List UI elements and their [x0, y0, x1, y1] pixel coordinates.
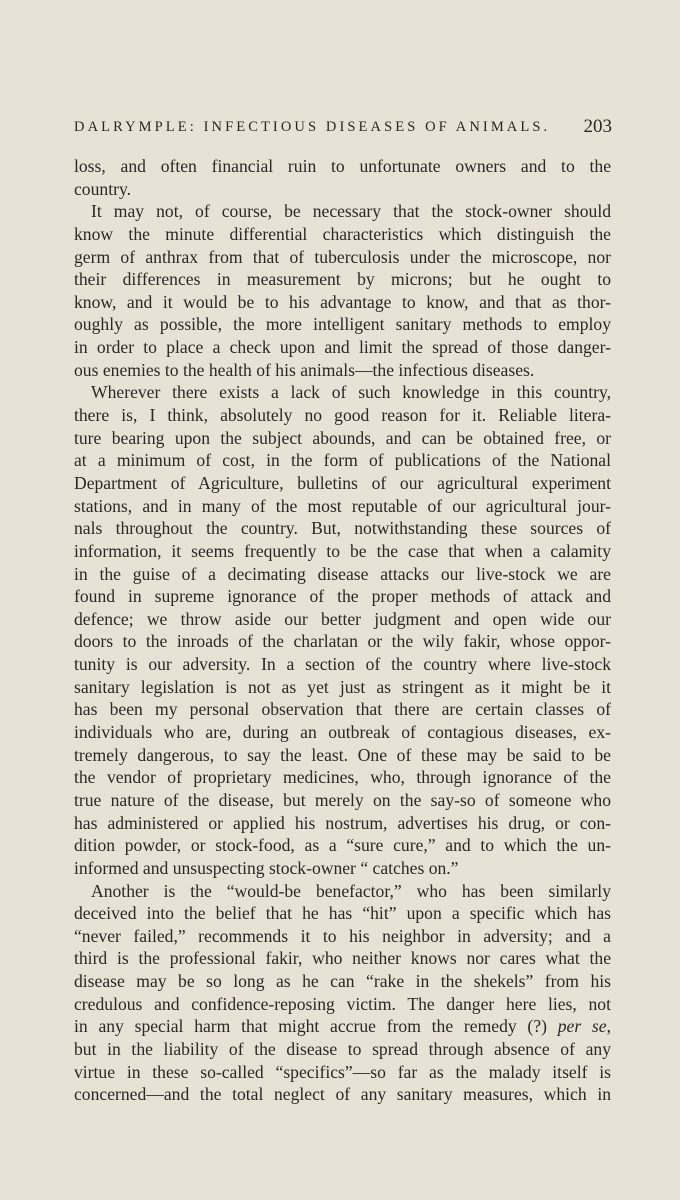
text-line: in the guise of a decimating disease attacks our live-stock we are — [74, 563, 611, 584]
text-line: sanitary legislation is not as yet just as stringent as it might be it — [74, 676, 611, 697]
text-line: but in the liability of the disease to spread through absence of any — [74, 1038, 611, 1059]
text-line: virtue in these so-called “specifics”—so far as the malady itself is — [74, 1061, 611, 1082]
text-line: “never failed,” recommends it to his neighbor in adversity; and a — [74, 925, 611, 946]
text-line: in order to place a check upon and limit the spread of those danger- — [74, 337, 611, 358]
text-line: true nature of the disease, but merely on the say-so of someone who — [74, 789, 611, 810]
text-line: germ of anthrax from that of tuberculosis under the microscope, nor — [74, 246, 611, 267]
text-line: Wherever there exists a lack of such knowledge in this country, — [91, 382, 611, 403]
text-line: oughly as possible, the more intelligent sanitary methods to employ — [74, 314, 611, 335]
text-line: stations, and in many of the most reputable of our agricultural jour- — [74, 495, 611, 516]
text-line: country. — [74, 178, 131, 199]
text-line: Another is the “would-be benefactor,” who has been similarly — [91, 880, 611, 901]
body-text — [74, 155, 611, 1106]
text-line: deceived into the belief that he has “hit” upon a specific which has — [74, 903, 611, 924]
text-line: their differences in measurement by microns; but he ought to — [74, 269, 611, 290]
text-line: concerned—and the total neglect of any sanitary measures, which in — [74, 1084, 611, 1105]
text-line: information, it seems frequently to be the case that when a calamity — [74, 540, 611, 561]
text-line: there is, I think, absolutely no good reason for it. Reliable litera- — [74, 405, 611, 426]
paragraph — [74, 381, 611, 879]
paragraph — [74, 200, 611, 381]
text-line: the vendor of proprietary medicines, who, through ignorance of the — [74, 767, 611, 788]
text-line: has been my personal observation that there are certain classes of — [74, 699, 611, 720]
text-line: has administered or applied his nostrum, advertises his drug, or con- — [74, 812, 611, 833]
text-line: ous enemies to the health of his animals—the infectious diseases. — [74, 359, 535, 380]
text-line: loss, and often financial ruin to unfortunate owners and to the — [74, 156, 611, 176]
running-head: DALRYMPLE: INFECTIOUS DISEASES OF ANIMALS. — [74, 119, 551, 135]
text-line: at a minimum of cost, in the form of publications of the National — [74, 450, 611, 471]
text-line: dition powder, or stock-food, as a “sure cure,” and to which the un- — [74, 835, 611, 856]
text-line: tunity is our adversity. In a section of the country where live-stock — [74, 654, 611, 675]
text-line: in any special harm that might accrue from the remedy (?) per se, — [74, 1016, 611, 1037]
page-number: 203 — [583, 116, 612, 137]
text-line: know, and it would be to his advantage to know, and that as thor- — [74, 291, 611, 312]
text-line: nals throughout the country. But, notwithstanding these sources of — [74, 518, 611, 539]
page-header — [74, 116, 614, 142]
text-line: found in supreme ignorance of the proper methods of attack and — [74, 586, 611, 607]
text-line: informed and unsuspecting stock-owner “ catches on.” — [74, 857, 459, 878]
text-line: Department of Agriculture, bulletins of our agricultural experiment — [74, 472, 611, 493]
text-line: individuals who are, during an outbreak of contagious diseases, ex- — [74, 722, 611, 743]
text-line: doors to the inroads of the charlatan or the wily fakir, whose oppor- — [74, 631, 611, 652]
text-line: It may not, of course, be necessary that the stock-owner should — [91, 201, 611, 222]
text-line: tremely dangerous, to say the least. One of these may be said to be — [74, 744, 611, 765]
text-line: third is the professional fakir, who neither knows nor cares what the — [74, 948, 611, 969]
text-line: ture bearing upon the subject abounds, and can be obtained free, or — [74, 427, 611, 448]
paragraph — [74, 155, 611, 200]
text-line: know the minute differential characteristics which distinguish the — [74, 223, 611, 244]
italic-phrase: per se — [557, 1016, 607, 1037]
text-line: credulous and confidence-reposing victim. The danger here lies, not — [74, 993, 611, 1014]
paragraph — [74, 880, 611, 1106]
text-line: disease may be so long as he can “rake in the shekels” from his — [74, 971, 611, 992]
text-line: defence; we throw aside our better judgment and open wide our — [74, 608, 611, 629]
